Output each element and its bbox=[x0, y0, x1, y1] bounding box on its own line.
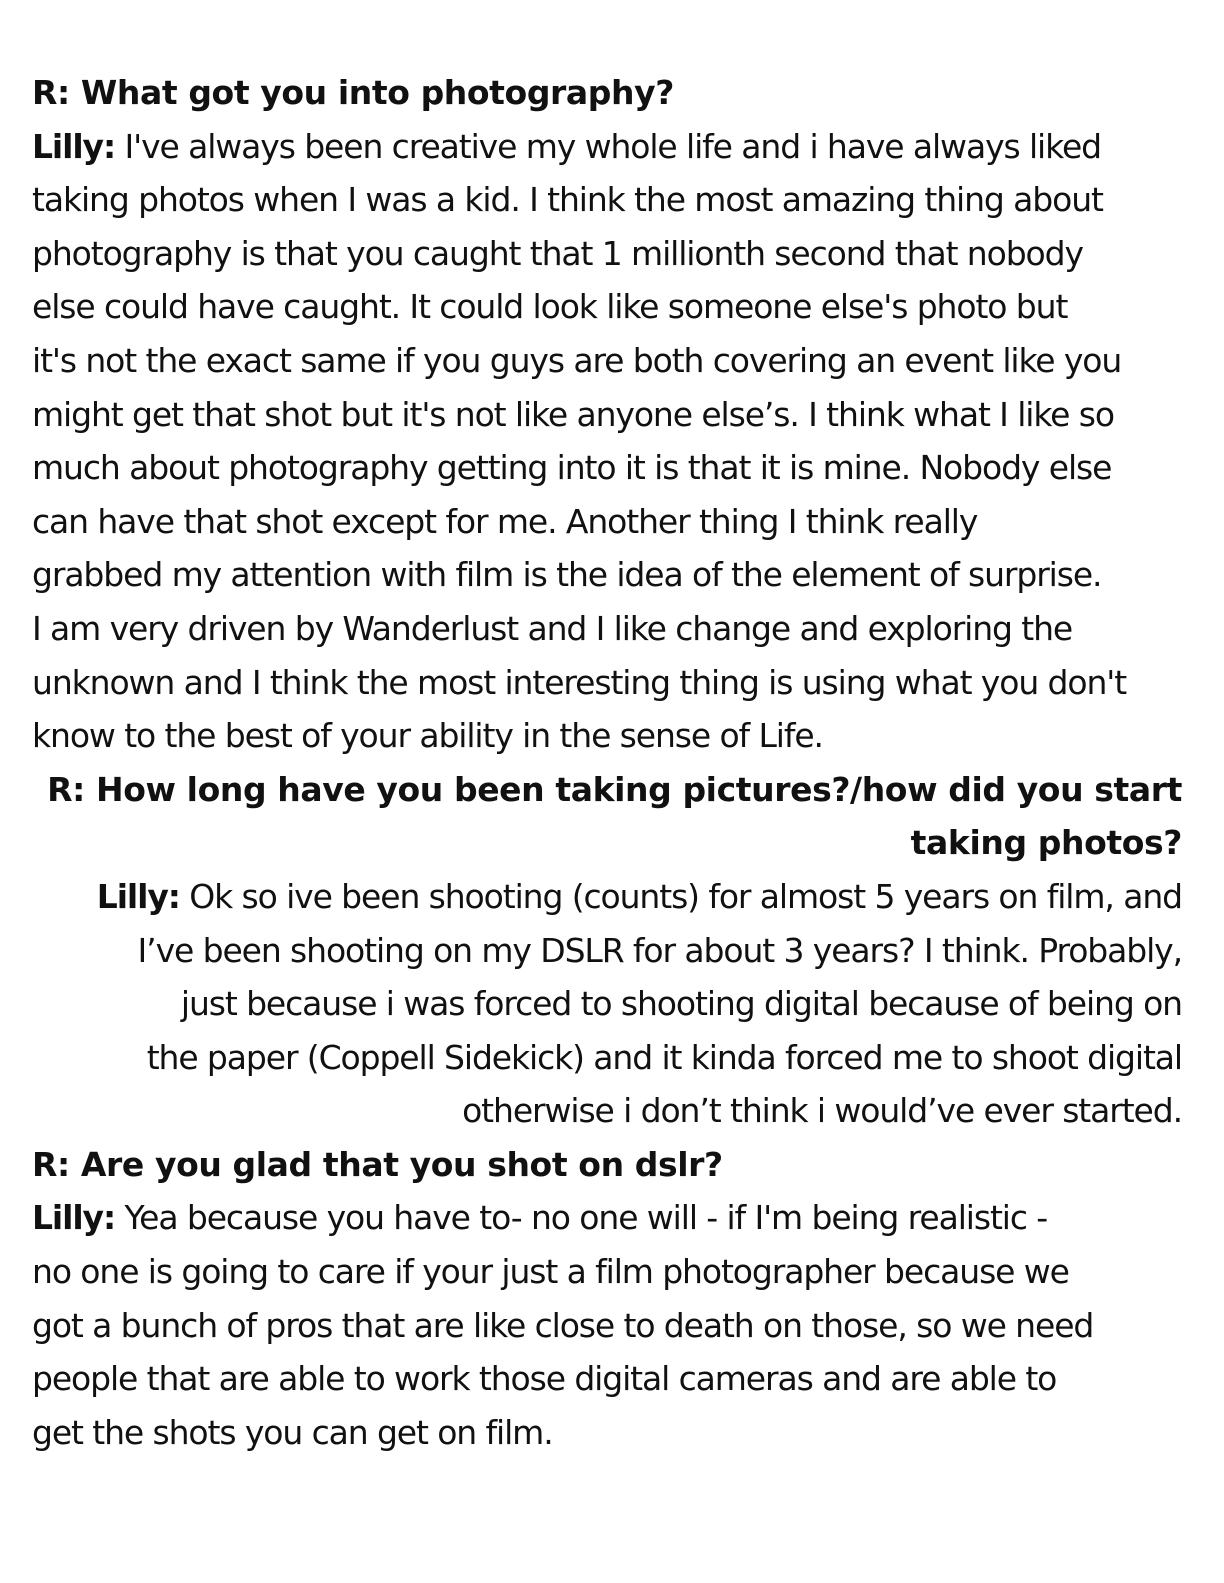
interview-page bbox=[32, 66, 1182, 1459]
speaker-label: Lilly: bbox=[32, 1198, 116, 1238]
answer-1-line-6: might get that shot but it's not like anyone else’s. I think what I like so bbox=[32, 394, 1114, 434]
answer-2-line-4: the paper (Coppell Sidekick) and it kinda forced me to shoot digital bbox=[146, 1037, 1182, 1077]
answer-1-line-1: Lilly: I've always been creative my whole life and i have always liked bbox=[32, 126, 1102, 166]
answer-1-line-5: it's not the exact same if you guys are both covering an event like you bbox=[32, 340, 1122, 380]
question-3: R: Are you glad that you shot on dslr? bbox=[32, 1144, 723, 1184]
question-2-line-2: taking photos? bbox=[910, 823, 1182, 863]
question-2-line-1: R: How long have you been taking pictures?/how did you start bbox=[47, 769, 1182, 809]
answer-1-line-9: grabbed my attention with film is the idea of the element of surprise. bbox=[32, 555, 1102, 595]
answer-2-line-3: just because i was forced to shooting digital because of being on bbox=[180, 984, 1182, 1024]
answer-2-line-1: Lilly: Ok so ive been shooting (counts) for almost 5 years on film, and bbox=[96, 876, 1182, 916]
answer-2-line-2: I’ve been shooting on my DSLR for about 3 years? I think. Probably, bbox=[137, 930, 1182, 970]
speaker-label: Lilly: bbox=[32, 126, 116, 166]
answer-3-line-3: got a bunch of pros that are like close to death on those, so we need bbox=[32, 1305, 1094, 1345]
answer-1-line-10: I am very driven by Wanderlust and I like change and exploring the bbox=[32, 608, 1073, 648]
answer-1-line-4: else could have caught. It could look like someone else's photo but bbox=[32, 287, 1068, 327]
answer-1-line-2: taking photos when I was a kid. I think the most amazing thing about bbox=[32, 180, 1103, 220]
answer-1-line-8: can have that shot except for me. Another thing I think really bbox=[32, 501, 978, 541]
answer-2-line-5: otherwise i don’t think i would’ve ever started. bbox=[462, 1091, 1182, 1131]
answer-3-line-1: Lilly: Yea because you have to- no one will - if I'm being realistic - bbox=[32, 1198, 1048, 1238]
answer-3-line-5: get the shots you can get on film. bbox=[32, 1412, 553, 1452]
answer-3-line-4: people that are able to work those digital cameras and are able to bbox=[32, 1359, 1057, 1399]
speaker-label: Lilly: bbox=[96, 876, 180, 916]
question-1: R: What got you into photography? bbox=[32, 73, 674, 112]
answer-1-line-11: unknown and I think the most interesting thing is using what you don't bbox=[32, 662, 1127, 702]
answer-1-line-7: much about photography getting into it is that it is mine. Nobody else bbox=[32, 448, 1112, 488]
answer-1-line-3: photography is that you caught that 1 millionth second that nobody bbox=[32, 233, 1083, 273]
answer-1-line-12: know to the best of your ability in the sense of Life. bbox=[32, 716, 823, 756]
answer-3-line-2: no one is going to care if your just a film photographer because we bbox=[32, 1252, 1069, 1292]
